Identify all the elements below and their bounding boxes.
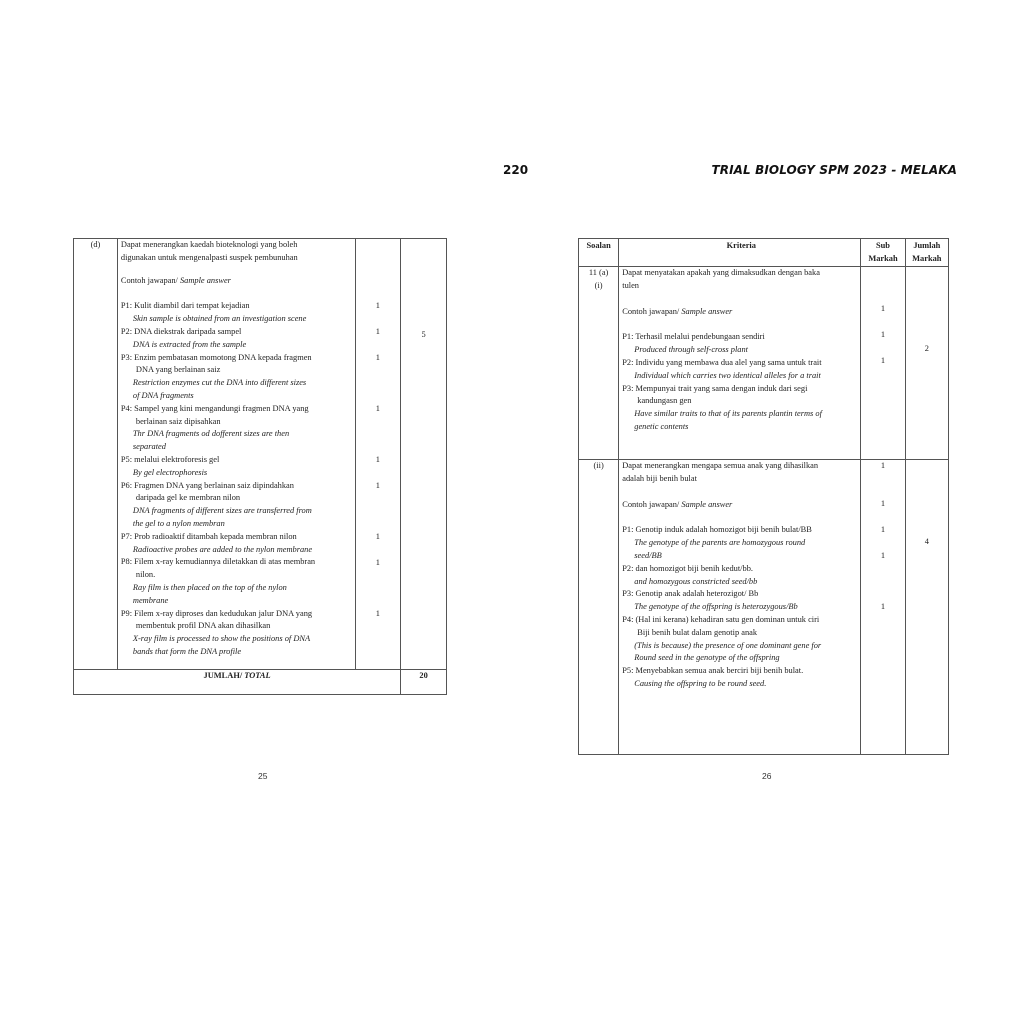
point-text-ms: P2: Individu yang membawa dua alel yang sama untuk trait — [622, 357, 822, 367]
answer-point — [121, 352, 355, 403]
sample-answer-label: Contoh jawapan/ Sample answer — [120, 275, 231, 285]
point-text-en: (This is because) the presence of one dominant gene for — [634, 640, 822, 650]
sub-mark: 1 — [880, 551, 886, 560]
point-text-ms: P4: (Hal ini kerana) kehadiran satu gen dominan untuk ciri — [622, 614, 820, 624]
point-text-ms: P8: Filem x-ray kemudiannya diletakkan di atas membran — [120, 557, 316, 567]
answer-point — [622, 563, 860, 589]
criteria-heading-line: Dapat menerangkan kaedah bioteknologi yang boleh — [120, 240, 298, 249]
point-text-ms: P2: DNA diekstrak daripada sampel — [120, 326, 242, 336]
sub-marks-cell — [861, 267, 905, 460]
answer-point — [121, 531, 355, 557]
sub-mark: 1 — [375, 558, 380, 567]
point-text-en: Skin sample is obtained from an investigation scene — [132, 314, 307, 324]
point-text-en: The genotype of the offspring is heterozygous/Bb — [634, 602, 798, 612]
point-text-en: Restriction enzymes cut the DNA into different sizes — [132, 378, 307, 388]
right-page-footer: 26 — [762, 771, 772, 781]
sub-mark: 1 — [375, 532, 380, 541]
answer-point — [121, 608, 355, 659]
point-text-ms: P3: Mempunyai trait yang sama dengan induk dari segi — [622, 383, 808, 393]
table-row — [579, 267, 949, 460]
point-text-en: By gel electrophoresis — [132, 467, 208, 477]
answer-point — [121, 556, 355, 607]
left-marking-table — [73, 238, 447, 695]
point-text-en: Have similar traits to that of its parents plantin terms of — [634, 409, 822, 419]
point-text-ms: membentuk profil DNA akan dihasilkan — [135, 621, 271, 631]
point-text-en: X-ray film is processed to show the positions of DNA — [132, 634, 311, 644]
total-marks: 2 — [924, 344, 929, 353]
sample-answer-label: Contoh jawapan/ Sample answer — [622, 306, 733, 316]
sub-mark: 1 — [880, 304, 886, 313]
point-text-en: Causing the offspring to be round seed. — [634, 678, 767, 688]
grand-total: 20 — [401, 669, 447, 694]
sub-mark: 1 — [375, 481, 380, 490]
sub-mark: 1 — [880, 461, 886, 470]
col-sub-markah: Sub Markah — [861, 239, 905, 267]
point-text-en: genetic contents — [634, 421, 689, 431]
total-marks-cell — [905, 460, 948, 755]
point-text-ms: P9: Filem x-ray diproses dan kedudukan jalur DNA yang — [120, 608, 313, 618]
col-jumlah-markah: Jumlah Markah — [905, 239, 948, 267]
col-kriteria: Kriteria — [619, 239, 861, 267]
left-page-footer: 25 — [258, 771, 268, 781]
point-text-ms: P1: Terhasil melalui pendebungaan sendiri — [622, 332, 765, 342]
answer-point — [622, 588, 860, 614]
answer-point — [121, 480, 355, 531]
point-text-ms: kandungasn gen — [637, 396, 692, 406]
criteria-heading-line: digunakan untuk mengenalpasti suspek pembunuhan — [120, 252, 298, 262]
answer-point — [121, 300, 355, 326]
question-number: (ii) — [579, 460, 619, 755]
point-text-en: Radioactive probes are added to the nylon membrane — [132, 544, 313, 554]
point-text-en: membrane — [132, 595, 169, 605]
table-row — [579, 460, 949, 755]
sub-mark: 1 — [375, 353, 380, 362]
point-text-ms: daripada gel ke membran nilon — [135, 493, 241, 503]
question-number: 11 (a) (i) — [579, 267, 619, 460]
point-text-ms: berlainan saiz dipisahkan — [135, 416, 221, 426]
total-marks: 4 — [924, 537, 929, 546]
sub-mark: 1 — [880, 356, 886, 365]
sub-marks-cell — [861, 460, 905, 755]
answer-point — [121, 326, 355, 352]
point-text-en: separated — [132, 442, 166, 452]
sample-answer-label: Contoh jawapan/ Sample answer — [622, 499, 733, 509]
sub-mark: 1 — [880, 499, 886, 508]
answer-points — [622, 331, 860, 433]
header-title: TRIAL BIOLOGY SPM 2023 - MELAKA — [711, 163, 957, 177]
table-row-total — [74, 669, 447, 694]
total-marks: 5 — [421, 330, 426, 339]
right-marking-table — [578, 238, 949, 755]
answer-point — [622, 383, 860, 434]
answer-points — [121, 300, 355, 658]
point-text-en: bands that form the DNA profile — [132, 646, 242, 656]
total-label: JUMLAH/ TOTAL — [74, 669, 401, 694]
sub-mark: 1 — [375, 327, 380, 336]
total-marks-cell — [905, 267, 948, 460]
col-soalan: Soalan — [579, 239, 619, 267]
point-text-en: of DNA fragments — [132, 390, 194, 400]
point-text-ms: P5: melalui elektroforesis gel — [120, 454, 220, 464]
point-text-en: Thr DNA fragments od dofferent sizes are then — [132, 429, 290, 439]
point-text-ms: P6: Fragmen DNA yang berlainan saiz dipindahkan — [120, 480, 294, 490]
point-text-ms: P4: Sampel yang kini mengandungi fragmen DNA yang — [120, 403, 309, 413]
point-text-en: and homozygous constricted seed/bb — [634, 576, 758, 586]
sub-mark: 1 — [375, 404, 380, 413]
point-text-ms: P1: Kulit diambil dari tempat kejadian — [120, 301, 250, 311]
point-text-en: Ray film is then placed on the top of the nylon — [132, 582, 287, 592]
table-header-row — [579, 239, 949, 267]
point-text-ms: P2: dan homozigot biji benih kedut/bb. — [622, 563, 753, 573]
criteria-cell: Dapat menerangkan mengapa semua anak yang dihasilkan adalah biji benih bulat Contoh jawapan/ Sample answer P1: Genotip induk adalah homozigot biji benih bulat/BB The genotype of the parents are homozygous round seed/BB P2: dan homozigot biji benih kedut/bb. and homozygous constricted seed/bb P3: Genotip anak adalah heterozigot/ Bb The genotype of the offspring is heterozygous/Bb P4: (Hal ini kerana) kehadiran satu gen dominan untuk ciri Biji benih bulat dalam genotip anak (This is because) the presence of one dominant gene for Round seed in the genotype of the offspring P5: Menyebabkan semua anak berciri biji benih bulat. Causing the offspring to be round seed. — [619, 460, 861, 755]
point-text-ms: P3: Genotip anak adalah heterozigot/ Bb — [622, 589, 759, 599]
sub-mark: 1 — [375, 609, 380, 618]
sub-marks-cell — [355, 239, 401, 670]
sub-mark: 1 — [880, 602, 886, 611]
point-text-ms: nilon. — [135, 570, 156, 580]
sub-mark: 1 — [880, 525, 886, 534]
header-page-number: 220 — [503, 163, 529, 177]
answer-point — [622, 357, 860, 383]
sub-mark: 1 — [880, 330, 886, 339]
point-text-ms: P3: Enzim pembatasan momotong DNA kepada fragmen — [120, 352, 312, 362]
point-text-ms: P5: Menyebabkan semua anak berciri biji benih bulat. — [622, 666, 804, 676]
point-text-en: the gel to a nylon membran — [132, 518, 225, 528]
point-text-en: Round seed in the genotype of the offspring — [634, 653, 780, 663]
table-row — [74, 239, 447, 670]
point-text-ms: P1: Genotip induk adalah homozigot biji benih bulat/BB — [622, 525, 812, 535]
point-text-ms: DNA yang berlainan saiz — [135, 365, 221, 375]
total-marks-cell — [401, 239, 447, 670]
answer-point — [121, 454, 355, 480]
sub-mark: 1 — [375, 455, 380, 464]
answer-point — [622, 524, 860, 562]
point-text-en: Individual which carries two identical alleles for a trait — [634, 370, 821, 380]
point-text-en: The genotype of the parents are homozygous round — [634, 538, 806, 548]
criteria-cell — [117, 239, 355, 670]
answer-point — [121, 403, 355, 454]
answer-point — [622, 614, 860, 665]
point-text-en: DNA fragments of different sizes are transferred from — [132, 506, 312, 516]
point-text-en: DNA is extracted from the sample — [132, 339, 247, 349]
point-text-ms: P7: Prob radioaktif ditambah kepada membran nilon — [120, 531, 297, 541]
criteria-cell: Dapat menyatakan apakah yang dimaksudkan dengan baka tulen Contoh jawapan/ Sample answer P1: Terhasil melalui pendebungaan sendiri Produced through self-cross plant P2: Individu yang membawa dua alel yang sama untuk trait Individual which carries two identical alleles for a trait P3: Mempunyai trait yang sama dengan induk dari segi kandungasn gen Have similar traits to that of its parents plantin terms of genetic contents — [619, 267, 861, 460]
answer-point — [622, 331, 860, 357]
sub-mark: 1 — [375, 301, 380, 310]
answer-point — [622, 665, 860, 691]
point-text-en: Produced through self-cross plant — [634, 345, 748, 355]
point-text-ms: Biji benih bulat dalam genotip anak — [637, 627, 758, 637]
point-text-en: seed/BB — [634, 550, 662, 560]
question-number: (d) — [74, 239, 118, 670]
answer-points — [622, 524, 860, 690]
